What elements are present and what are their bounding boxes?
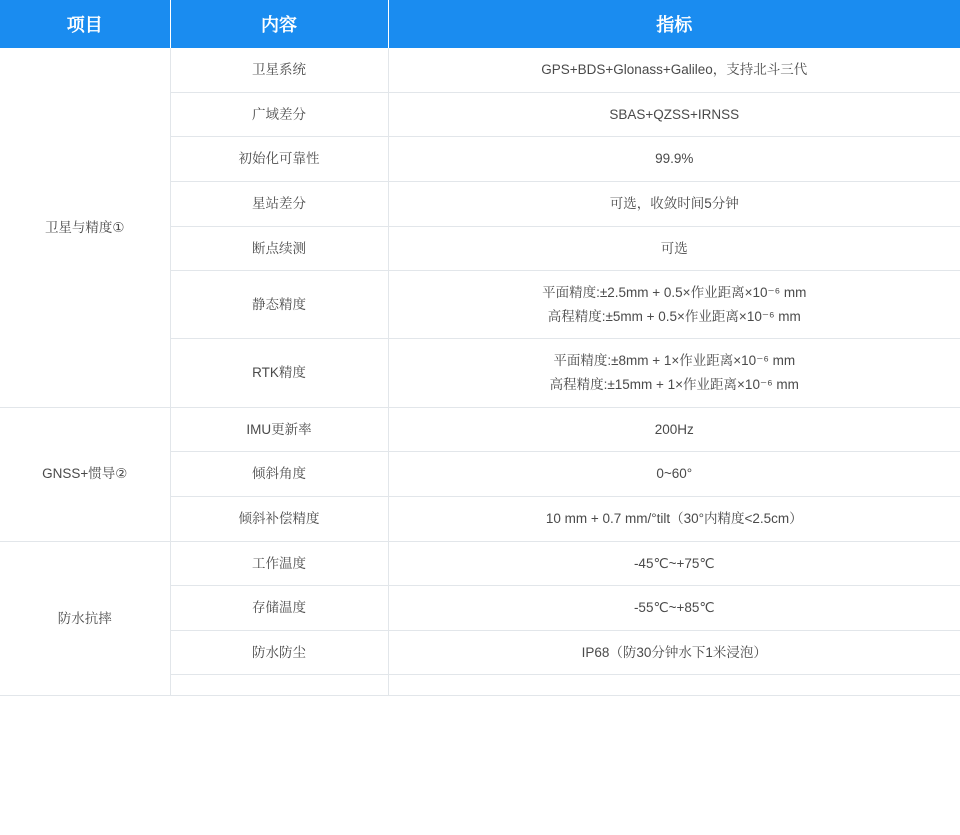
category-cell: 防水抗摔 — [0, 541, 170, 696]
value-cell — [388, 48, 960, 92]
value-cell — [388, 630, 960, 675]
column-header-spec: 指标 — [388, 0, 960, 48]
value-cell — [388, 452, 960, 497]
item-cell: 初始化可靠性 — [170, 137, 388, 182]
value-cell — [388, 541, 960, 586]
item-cell: 倾斜角度 — [170, 452, 388, 497]
value-line: 高程精度:±15mm + 1×作业距离×10⁻⁶ mm — [549, 377, 799, 392]
value-line: 可选 — [660, 240, 688, 256]
value-cell — [388, 137, 960, 182]
value-line: IP68（防30分钟水下1米浸泡） — [581, 644, 767, 660]
item-cell: 广域差分 — [170, 92, 388, 137]
value-line: 平面精度:±2.5mm + 0.5×作业距离×10⁻⁶ mm — [542, 285, 807, 301]
item-cell: 防水防尘 — [170, 630, 388, 675]
value-line: GPS+BDS+Glonass+Galileo，支持北斗三代 — [541, 62, 808, 77]
item-cell: RTK精度 — [170, 339, 388, 407]
column-header-content: 内容 — [170, 0, 388, 48]
value-line: 平面精度:±8mm + 1×作业距离×10⁻⁶ mm — [553, 353, 796, 369]
value-cell — [388, 181, 960, 226]
value-line: 高程精度:±5mm + 0.5×作业距离×10⁻⁶ mm — [547, 308, 801, 324]
value-line: 0~60° — [656, 466, 693, 482]
value-cell — [388, 339, 960, 407]
table-header-row — [0, 0, 960, 48]
value-line: 10 mm + 0.7 mm/°tilt（30°内精度<2.5cm） — [545, 510, 803, 526]
category-cell: GNSS+惯导② — [0, 407, 170, 541]
value-line: SBAS+QZSS+IRNSS — [609, 106, 740, 122]
item-cell — [170, 675, 388, 696]
table-row — [0, 48, 960, 92]
item-cell: 工作温度 — [170, 541, 388, 586]
value-cell — [388, 675, 960, 696]
item-cell: 卫星系统 — [170, 48, 388, 92]
item-cell: 静态精度 — [170, 271, 388, 339]
value-line: -45℃~+75℃ — [633, 555, 715, 571]
table-row — [0, 407, 960, 452]
item-cell: 断点续测 — [170, 226, 388, 271]
value-line: -55℃~+85℃ — [633, 600, 715, 616]
value-line: 可选，收敛时间5分钟 — [609, 195, 739, 211]
item-cell: 倾斜补偿精度 — [170, 496, 388, 541]
value-cell — [388, 407, 960, 452]
value-line: 200Hz — [654, 421, 694, 437]
value-cell — [388, 496, 960, 541]
value-line: 99.9% — [655, 151, 694, 167]
value-cell — [388, 226, 960, 271]
item-cell: 星站差分 — [170, 181, 388, 226]
value-cell — [388, 586, 960, 631]
category-cell: 卫星与精度① — [0, 48, 170, 407]
item-cell: IMU更新率 — [170, 407, 388, 452]
value-cell — [388, 271, 960, 339]
column-header-project: 项目 — [0, 0, 170, 48]
table-row — [0, 541, 960, 586]
value-cell — [388, 92, 960, 137]
item-cell: 存储温度 — [170, 586, 388, 631]
table-body — [0, 48, 960, 696]
